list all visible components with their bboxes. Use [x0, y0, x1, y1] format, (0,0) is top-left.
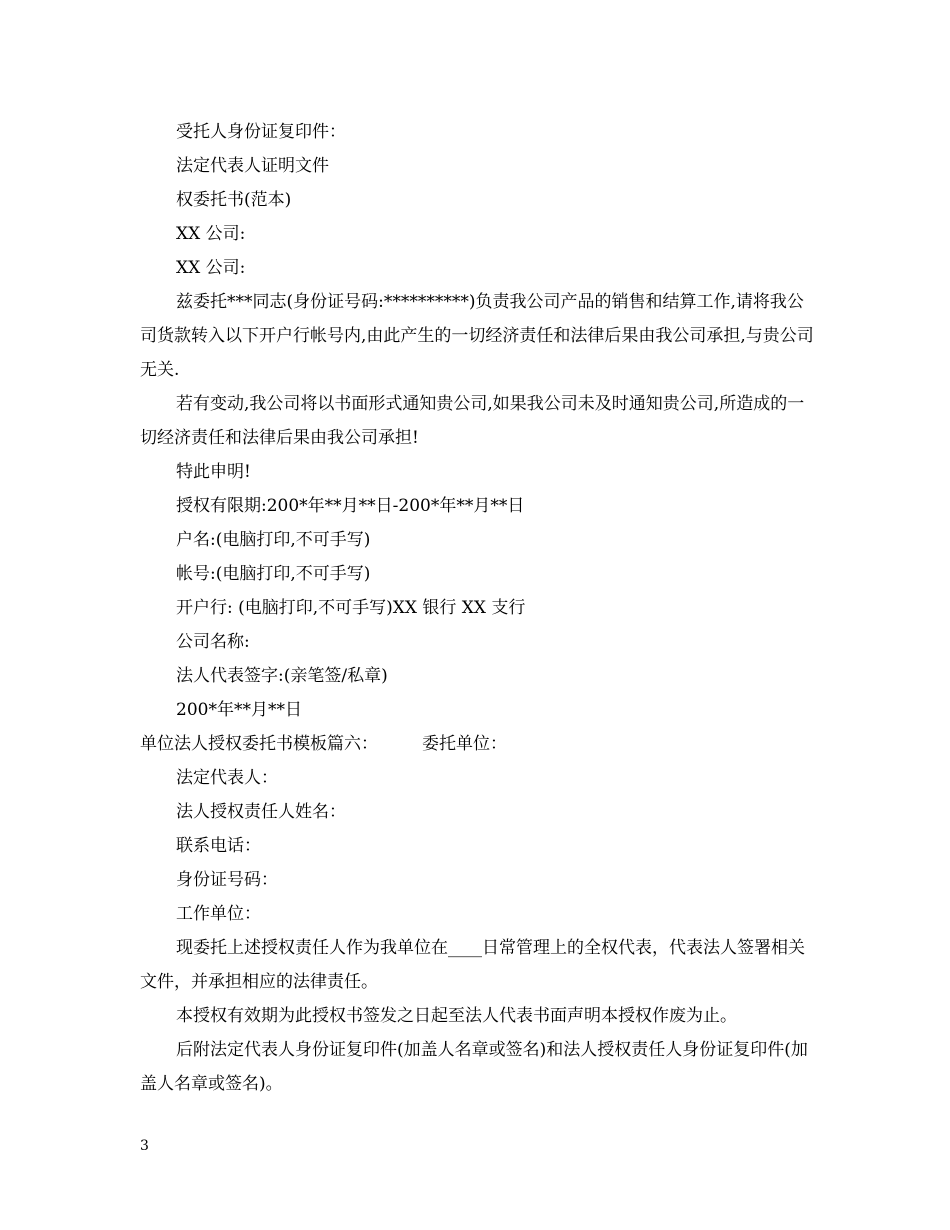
line-account-number: 帐号:(电脑打印,不可手写) [176, 564, 371, 584]
line-company-2: XX 公司: [176, 258, 246, 278]
line-declare: 特此申明! [176, 462, 251, 482]
paragraph-attachments: 后附法定代表人身份证复印件(加盖人名章或签名)和法人授权责任人身份证复印件(加盖人名章或签名)。 [140, 1040, 808, 1094]
line-legal-rep: 法定代表人： [176, 768, 278, 788]
paragraph-validity: 本授权有效期为此授权书签发之日起至法人代表书面声明本授权作废为止。 [176, 1006, 737, 1026]
line-company-name: 公司名称: [176, 632, 250, 652]
line-work-unit: 工作单位： [176, 904, 261, 924]
line-company-1: XX 公司: [176, 224, 246, 244]
line-phone: 联系电话： [176, 836, 261, 856]
line-date: 200*年**月**日 [176, 700, 302, 720]
line-signature: 法人代表签字:(亲笔签/私章) [176, 666, 388, 686]
line-account-name: 户名:(电脑打印,不可手写) [176, 530, 371, 550]
document-body [140, 115, 816, 1101]
line-validity: 授权有限期:200*年**月**日-200*年**月**日 [176, 496, 525, 516]
line-bank: 开户行: (电脑打印,不可手写)XX 银行 XX 支行 [176, 598, 526, 618]
section-heading [140, 727, 816, 761]
line-template-title: 权委托书(范本) [176, 190, 292, 210]
page-number: 3 [140, 1138, 149, 1154]
section-heading-unit: 委托单位： [422, 734, 507, 754]
section-heading-title: 单位法人授权委托书模板篇六： [140, 734, 378, 754]
paragraph-entrust: 兹委托***同志(身份证号码:**********)负责我公司产品的销售和结算工作,请将我公司货款转入以下开户行帐号内,由此产生的一切经济责任和法律后果由我公司承担,与贵公司无关. [140, 292, 814, 380]
line-legal-rep-doc: 法定代表人证明文件 [176, 156, 329, 176]
paragraph-changes: 若有变动,我公司将以书面形式通知贵公司,如果我公司未及时通知贵公司,所造成的一切经济责任和法律后果由我公司承担! [140, 394, 805, 448]
line-id-copy: 受托人身份证复印件： [176, 122, 346, 142]
line-id-number: 身份证号码： [176, 870, 278, 890]
line-responsible-name: 法人授权责任人姓名： [176, 802, 346, 822]
paragraph-authorization: 现委托上述授权责任人作为我单位在____日常管理上的全权代表，代表法人签署相关文件，并承担相应的法律责任。 [140, 938, 805, 992]
